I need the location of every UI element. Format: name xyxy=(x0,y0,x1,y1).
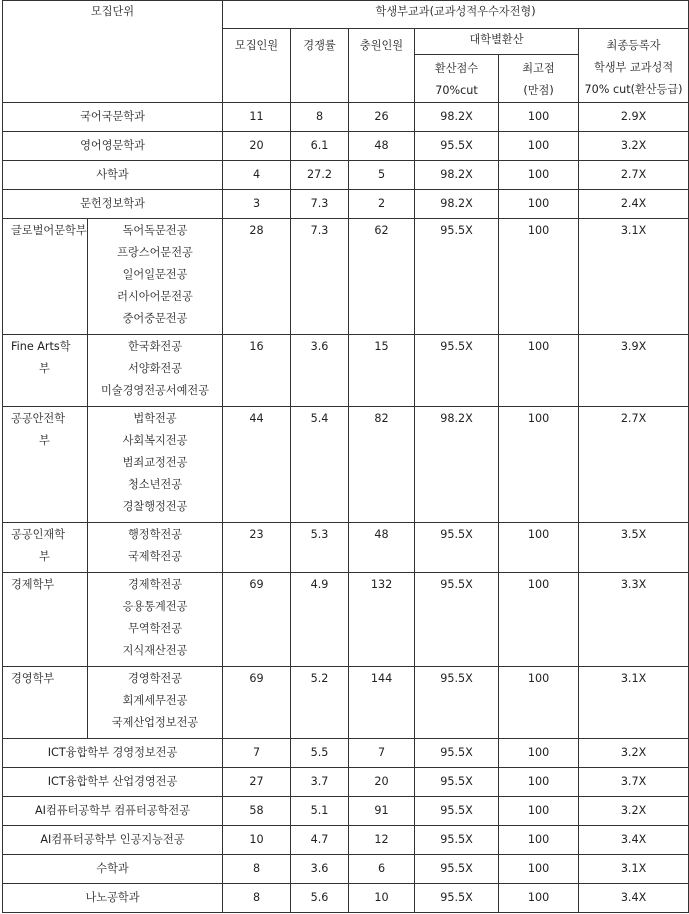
max-score-cell: 100 xyxy=(499,826,579,855)
max-score-cell: 100 xyxy=(499,855,579,884)
rate-cell: 5.5 xyxy=(291,739,349,768)
group-cell xyxy=(3,523,88,573)
supplement-cell: 26 xyxy=(349,103,415,132)
supplement-cell: 82 xyxy=(349,407,415,523)
max-score-cell: 100 xyxy=(499,667,579,739)
group-label: 공공인재학 xyxy=(11,528,66,541)
unit-cell: ICT융합학부 산업경영전공 xyxy=(3,768,223,797)
group-label: 부 xyxy=(39,362,50,375)
major-label: 중어중문전공 xyxy=(122,312,188,325)
major-label: 법학전공 xyxy=(133,412,177,425)
unit-cell: 수학과 xyxy=(3,855,223,884)
conv-score-cell: 95.5X xyxy=(415,523,499,573)
final-cell: 2.7X xyxy=(579,161,689,190)
quota-cell: 69 xyxy=(223,667,291,739)
final-cell: 3.3X xyxy=(579,573,689,667)
table-row xyxy=(3,855,689,884)
group-label: 공공안전학 xyxy=(11,412,66,425)
major-label: 러시아어문전공 xyxy=(117,290,193,303)
table-row xyxy=(3,739,689,768)
max-score-cell: 100 xyxy=(499,407,579,523)
majors-cell xyxy=(88,523,223,573)
major-label: 국제학전공 xyxy=(127,550,183,563)
supplement-cell: 132 xyxy=(349,573,415,667)
final-cell: 3.1X xyxy=(579,855,689,884)
rate-cell: 5.6 xyxy=(291,884,349,913)
quota-header: 모집인원 xyxy=(223,29,291,103)
unit-cell: 나노공학과 xyxy=(3,884,223,913)
majors-cell xyxy=(88,573,223,667)
major-label: 일어일문전공 xyxy=(122,268,188,281)
quota-cell: 8 xyxy=(223,855,291,884)
conv-score-cell: 95.5X xyxy=(415,219,499,335)
unit-cell: 영어영문학과 xyxy=(3,132,223,161)
final-cell: 3.2X xyxy=(579,132,689,161)
final-header-sub-2: 70% cut(환산등급) xyxy=(584,83,683,96)
supplement-cell: 20 xyxy=(349,768,415,797)
final-header xyxy=(579,29,689,103)
major-label: 응용통계전공 xyxy=(122,600,188,613)
final-cell: 3.7X xyxy=(579,768,689,797)
conv-score-cell: 95.5X xyxy=(415,573,499,667)
group-cell xyxy=(3,407,88,523)
final-cell: 2.4X xyxy=(579,190,689,219)
max-score-cell: 100 xyxy=(499,797,579,826)
table-row xyxy=(3,335,689,407)
final-cell: 3.1X xyxy=(579,667,689,739)
supplement-cell: 15 xyxy=(349,335,415,407)
major-label: 범죄교정전공 xyxy=(122,456,188,469)
table-row xyxy=(3,132,689,161)
group-cell xyxy=(3,219,88,335)
table-row xyxy=(3,523,689,573)
quota-cell: 20 xyxy=(223,132,291,161)
unit-cell: 국어국문학과 xyxy=(3,103,223,132)
table-row xyxy=(3,573,689,667)
max-score-cell: 100 xyxy=(499,132,579,161)
major-label: 청소년전공 xyxy=(127,478,183,491)
supplement-cell: 144 xyxy=(349,667,415,739)
unit-cell: ICT융합학부 경영정보전공 xyxy=(3,739,223,768)
max-score-cell: 100 xyxy=(499,739,579,768)
max-score-header-1: 최고점 xyxy=(522,62,555,75)
conv-score-header-2: 70%cut xyxy=(435,84,478,97)
max-score-cell: 100 xyxy=(499,573,579,667)
conv-score-cell: 95.5X xyxy=(415,335,499,407)
max-score-header xyxy=(499,55,579,103)
conv-score-cell: 98.2X xyxy=(415,103,499,132)
quota-cell: 27 xyxy=(223,768,291,797)
group-label: 글로벌어문학부 xyxy=(11,224,87,237)
admission-results-table xyxy=(2,0,689,913)
max-score-cell: 100 xyxy=(499,768,579,797)
table-row xyxy=(3,667,689,739)
final-cell: 3.2X xyxy=(579,739,689,768)
rate-cell: 27.2 xyxy=(291,161,349,190)
rate-cell: 3.6 xyxy=(291,335,349,407)
conv-score-cell: 95.5X xyxy=(415,826,499,855)
group-label: 부 xyxy=(39,550,50,563)
quota-cell: 28 xyxy=(223,219,291,335)
rate-cell: 5.4 xyxy=(291,407,349,523)
quota-cell: 58 xyxy=(223,797,291,826)
final-cell: 3.4X xyxy=(579,826,689,855)
conv-score-cell: 95.5X xyxy=(415,132,499,161)
rate-cell: 7.3 xyxy=(291,190,349,219)
rate-cell: 4.7 xyxy=(291,826,349,855)
rate-cell: 8 xyxy=(291,103,349,132)
quota-cell: 10 xyxy=(223,826,291,855)
majors-cell xyxy=(88,407,223,523)
major-label: 경제학전공 xyxy=(127,578,183,591)
major-label: 지식재산전공 xyxy=(122,644,188,657)
major-label: 미술경영전공서예전공 xyxy=(100,384,210,397)
quota-cell: 16 xyxy=(223,335,291,407)
unit-header: 모집단위 xyxy=(3,1,223,103)
max-score-header-2: (만점) xyxy=(523,84,554,97)
unit-cell: 문헌정보학과 xyxy=(3,190,223,219)
group-label: 경영학부 xyxy=(11,672,55,685)
max-score-cell: 100 xyxy=(499,190,579,219)
conv-score-cell: 98.2X xyxy=(415,190,499,219)
table-row xyxy=(3,797,689,826)
max-score-cell: 100 xyxy=(499,523,579,573)
major-label: 프랑스어문전공 xyxy=(117,246,193,259)
unit-cell: 사학과 xyxy=(3,161,223,190)
major-label: 경영학전공 xyxy=(127,672,183,685)
conv-score-cell: 95.5X xyxy=(415,739,499,768)
rate-cell: 4.9 xyxy=(291,573,349,667)
quota-cell: 3 xyxy=(223,190,291,219)
quota-cell: 7 xyxy=(223,739,291,768)
major-label: 행정학전공 xyxy=(127,528,183,541)
conversion-header: 대학별환산 xyxy=(415,29,579,55)
major-label: 한국화전공 xyxy=(127,340,183,353)
supplement-cell: 62 xyxy=(349,219,415,335)
supplement-cell: 5 xyxy=(349,161,415,190)
final-cell: 3.5X xyxy=(579,523,689,573)
group-label: Fine Arts학 xyxy=(11,340,71,353)
track-header: 학생부교과(교과성적우수자전형) xyxy=(223,1,689,29)
max-score-cell: 100 xyxy=(499,161,579,190)
table-row xyxy=(3,768,689,797)
major-label: 무역학전공 xyxy=(127,622,183,635)
final-cell: 3.9X xyxy=(579,335,689,407)
major-label: 서양화전공 xyxy=(127,362,183,375)
conv-score-cell: 95.5X xyxy=(415,797,499,826)
conv-score-header xyxy=(415,55,499,103)
supplement-cell: 7 xyxy=(349,739,415,768)
final-header-sub-1: 학생부 교과성적 xyxy=(593,61,674,74)
table-row xyxy=(3,826,689,855)
group-cell xyxy=(3,573,88,667)
rate-cell: 7.3 xyxy=(291,219,349,335)
conv-score-cell: 98.2X xyxy=(415,161,499,190)
supplement-cell: 12 xyxy=(349,826,415,855)
final-cell: 3.4X xyxy=(579,884,689,913)
supplement-cell: 91 xyxy=(349,797,415,826)
rate-header: 경쟁률 xyxy=(291,29,349,103)
max-score-cell: 100 xyxy=(499,884,579,913)
rate-cell: 5.2 xyxy=(291,667,349,739)
major-label: 국제산업정보전공 xyxy=(111,716,199,729)
quota-cell: 23 xyxy=(223,523,291,573)
group-cell xyxy=(3,667,88,739)
group-label: 경제학부 xyxy=(11,578,55,591)
majors-cell xyxy=(88,335,223,407)
table-row xyxy=(3,190,689,219)
final-cell: 3.2X xyxy=(579,797,689,826)
table-row xyxy=(3,103,689,132)
final-cell: 2.9X xyxy=(579,103,689,132)
table-row xyxy=(3,884,689,913)
supplement-cell: 48 xyxy=(349,523,415,573)
majors-cell xyxy=(88,219,223,335)
quota-cell: 8 xyxy=(223,884,291,913)
majors-cell xyxy=(88,667,223,739)
conv-score-cell: 98.2X xyxy=(415,407,499,523)
table-row xyxy=(3,407,689,523)
group-label: 부 xyxy=(39,434,50,447)
supplement-cell: 48 xyxy=(349,132,415,161)
max-score-cell: 100 xyxy=(499,103,579,132)
final-cell: 3.1X xyxy=(579,219,689,335)
major-label: 경찰행정전공 xyxy=(122,500,188,513)
final-header-title: 최종등록자 xyxy=(606,39,661,52)
supplement-cell: 10 xyxy=(349,884,415,913)
quota-cell: 44 xyxy=(223,407,291,523)
rate-cell: 3.6 xyxy=(291,855,349,884)
major-label: 회계세무전공 xyxy=(122,694,188,707)
quota-cell: 69 xyxy=(223,573,291,667)
table-row xyxy=(3,161,689,190)
rate-cell: 5.3 xyxy=(291,523,349,573)
supplement-cell: 6 xyxy=(349,855,415,884)
rate-cell: 5.1 xyxy=(291,797,349,826)
max-score-cell: 100 xyxy=(499,219,579,335)
major-label: 사회복지전공 xyxy=(122,434,188,447)
table-row xyxy=(3,219,689,335)
conv-score-cell: 95.5X xyxy=(415,768,499,797)
conv-score-cell: 95.5X xyxy=(415,855,499,884)
group-cell xyxy=(3,335,88,407)
unit-cell: AI컴퓨터공학부 인공지능전공 xyxy=(3,826,223,855)
supplement-cell: 2 xyxy=(349,190,415,219)
max-score-cell: 100 xyxy=(499,335,579,407)
quota-cell: 4 xyxy=(223,161,291,190)
rate-cell: 3.7 xyxy=(291,768,349,797)
conv-score-cell: 95.5X xyxy=(415,884,499,913)
rate-cell: 6.1 xyxy=(291,132,349,161)
quota-cell: 11 xyxy=(223,103,291,132)
conv-score-header-1: 환산점수 xyxy=(434,62,479,75)
final-cell: 2.7X xyxy=(579,407,689,523)
conv-score-cell: 95.5X xyxy=(415,667,499,739)
unit-cell: AI컴퓨터공학부 컴퓨터공학전공 xyxy=(3,797,223,826)
major-label: 독어독문전공 xyxy=(122,224,188,237)
supplement-header: 충원인원 xyxy=(349,29,415,103)
